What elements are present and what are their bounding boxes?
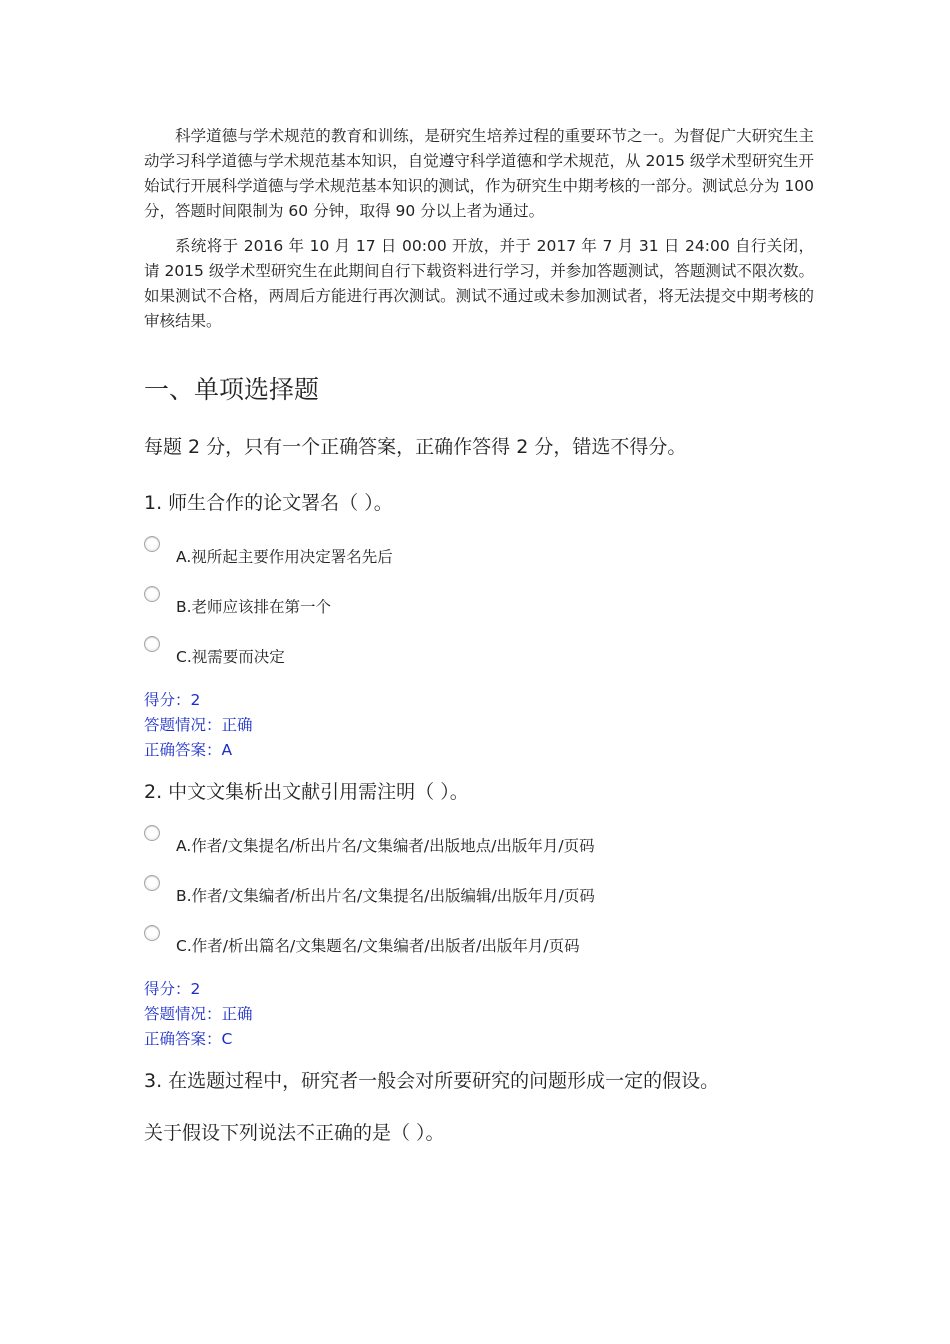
option-label: A.视所起主要作用决定署名先后: [176, 548, 393, 566]
intro-paragraph-2: 系统将于 2016 年 10 月 17 日 00:00 开放，并于 2017 年 7 月 31 日 24:00 自行关闭，请 2015 级学术型研究生在此期间自行下载资料进行学习，并参加答题测试，答题测试不限次数。如果测试不合格，两周后方能进行再次测试。测试不通过或未参加测试者，将无法提交中期考核的审核结果。: [144, 237, 814, 330]
status-text: 答题情况：正确: [144, 1005, 253, 1023]
option-c[interactable]: [144, 925, 814, 975]
score-text: 得分：2: [144, 691, 201, 709]
option-label: C.视需要而决定: [176, 648, 285, 666]
question-3: [144, 1066, 814, 1148]
option-c[interactable]: [144, 636, 814, 686]
correct-answer-text: 正确答案：A: [144, 741, 233, 759]
question-subtitle: 关于假设下列说法不正确的是（ ）。: [144, 1122, 445, 1144]
radio-button[interactable]: [144, 636, 160, 652]
option-a[interactable]: [144, 536, 814, 586]
option-list: [144, 536, 814, 686]
score-text: 得分：2: [144, 980, 201, 998]
option-list: [144, 825, 814, 975]
question-title: 2. 中文文集析出文献引用需注明（ ）。: [144, 781, 469, 803]
question-title: 3. 在选题过程中，研究者一般会对所要研究的问题形成一定的假设。: [144, 1070, 720, 1092]
option-label: B.老师应该排在第一个: [176, 598, 332, 616]
intro-paragraph-1: 科学道德与学术规范的教育和训练，是研究生培养过程的重要环节之一。为督促广大研究生主动学习科学道德与学术规范基本知识，自觉遵守科学道德和学术规范，从 2015 级学术型研究生开始试行开展科学道德与学术规范基本知识的测试，作为研究生中期考核的一部分。测试总分为 100 分，答题时间限制为 60 分钟，取得 90 分以上者为通过。: [144, 127, 815, 220]
option-label: A.作者/文集提名/析出片名/文集编者/出版地点/出版年月/页码: [176, 837, 595, 855]
result-block: [144, 688, 814, 763]
option-label: C.作者/析出篇名/文集题名/文集编者/出版者/出版年月/页码: [176, 937, 580, 955]
option-b[interactable]: [144, 875, 814, 925]
radio-button[interactable]: [144, 875, 160, 891]
intro: [144, 124, 814, 334]
option-a[interactable]: [144, 825, 814, 875]
option-label: B.作者/文集编者/析出片名/文集提名/出版编辑/出版年月/页码: [176, 887, 595, 905]
option-b[interactable]: [144, 586, 814, 636]
correct-answer-text: 正确答案：C: [144, 1030, 233, 1048]
status-text: 答题情况：正确: [144, 716, 253, 734]
radio-button[interactable]: [144, 925, 160, 941]
radio-button[interactable]: [144, 536, 160, 552]
radio-button[interactable]: [144, 586, 160, 602]
section-title: 一、单项选择题: [144, 375, 320, 404]
page-content: [144, 124, 814, 1148]
question-1: [144, 488, 814, 763]
section-description: 每题 2 分，只有一个正确答案，正确作答得 2 分，错选不得分。: [144, 436, 687, 458]
question-title: 1. 师生合作的论文署名（ ）。: [144, 492, 393, 514]
result-block: [144, 977, 814, 1052]
radio-button[interactable]: [144, 825, 160, 841]
question-2: [144, 777, 814, 1052]
